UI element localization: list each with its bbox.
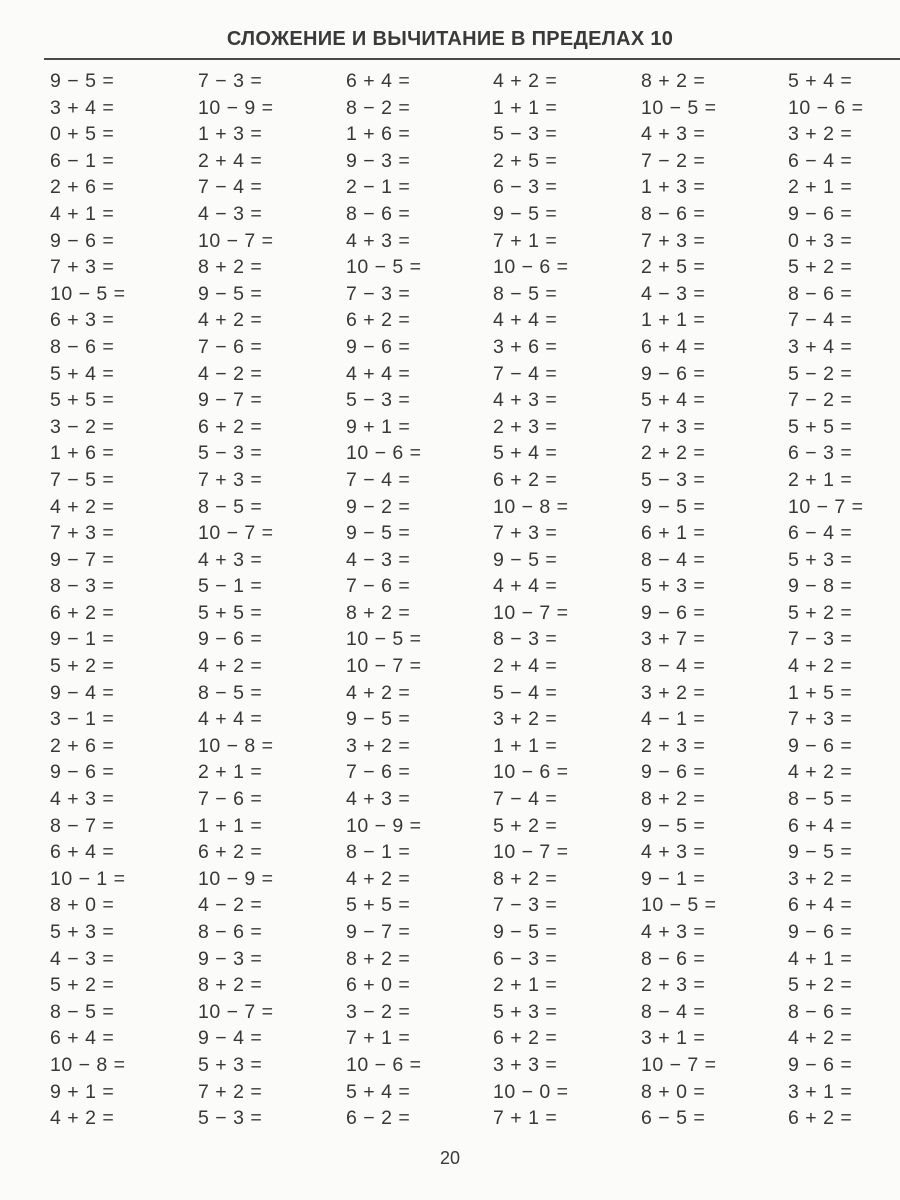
exercise-item: 6 + 2 = [493,468,558,491]
exercise-item: 6 + 4 = [346,70,411,92]
exercise-item: 7 + 2 = [198,1080,263,1103]
exercise-item: 3 + 3 = [493,1053,558,1076]
exercise-item: 9 − 3 = [198,947,263,970]
exercise-item: 4 − 3 = [346,548,411,571]
exercise-item: 10 − 5 = [346,628,422,651]
exercise-item: 6 + 4 = [50,841,115,864]
exercise-item: 4 + 4 = [346,362,411,385]
exercise-row [0,254,900,281]
exercise-item: 6 + 2 = [198,415,263,438]
exercise-item: 9 − 7 = [346,921,411,943]
exercise-item: 9 − 6 = [641,761,706,784]
exercise-item: 4 − 1 = [641,708,706,731]
exercise-item: 4 − 3 = [198,202,263,225]
exercise-item: 8 − 4 = [641,548,706,571]
exercise-item: 10 − 6 = [346,1053,422,1076]
exercise-item: 5 − 4 = [493,681,558,704]
exercise-item: 4 + 3 = [641,123,706,146]
exercise-item: 7 − 3 = [346,282,411,305]
exercise-item: 5 + 5 = [788,415,853,438]
exercise-row [0,68,900,95]
exercise-item: 6 + 2 = [788,1107,853,1130]
exercise-item: 7 − 2 = [788,389,853,412]
exercise-item: 7 + 1 = [346,1027,411,1050]
exercise-item: 5 + 4 = [788,70,853,92]
exercise-row [0,892,900,919]
exercise-item: 5 + 2 = [788,601,853,624]
exercise-item: 9 − 3 = [346,149,411,172]
exercise-item: 9 − 7 = [198,389,263,412]
exercise-row [0,946,900,973]
exercise-row [0,1079,900,1106]
exercise-row [0,813,900,840]
exercise-item: 9 − 5 = [346,708,411,731]
exercise-row [0,547,900,574]
exercise-item: 8 − 7 = [50,814,115,837]
exercise-item: 5 + 5 = [198,601,263,624]
exercise-item: 6 + 0 = [346,974,411,997]
exercise-item: 9 − 4 = [50,681,115,704]
exercise-item: 6 − 4 = [788,149,853,172]
exercise-row [0,786,900,813]
exercise-row [0,600,900,627]
exercise-item: 9 + 1 = [346,415,411,438]
exercise-item: 4 + 3 = [198,548,263,571]
exercise-item: 4 − 3 = [641,282,706,305]
exercise-item: 10 − 7 = [198,229,274,252]
exercise-item: 3 − 2 = [346,1000,411,1023]
exercise-item: 8 − 1 = [346,841,411,864]
exercise-item: 6 + 4 = [788,814,853,837]
exercise-item: 5 + 3 = [198,1053,263,1076]
exercise-item: 9 − 5 = [788,841,853,864]
page-title: СЛОЖЕНИЕ И ВЫЧИТАНИЕ В ПРЕДЕЛАХ 10 [226,28,674,50]
exercise-item: 5 + 4 = [641,389,706,412]
exercise-item: 2 − 1 = [346,176,411,199]
exercise-item: 9 − 5 = [493,921,558,943]
exercise-row [0,1105,900,1132]
exercise-item: 9 − 6 = [641,601,706,624]
exercise-item: 3 + 6 = [493,335,558,358]
exercise-item: 2 + 1 = [493,974,558,997]
exercise-item: 4 + 3 = [493,389,558,412]
exercise-item: 4 + 3 = [641,841,706,864]
exercise-item: 1 + 3 = [641,176,706,199]
exercise-item: 1 + 1 = [198,814,263,837]
exercise-item: 1 + 6 = [346,123,411,146]
exercise-item: 7 − 2 = [641,149,706,172]
exercise-item: 4 + 2 = [493,70,558,92]
exercise-item: 5 − 1 = [198,575,263,598]
exercise-item: 5 − 3 = [198,1107,263,1130]
exercise-item: 1 + 1 = [493,96,558,119]
exercise-item: 4 + 2 = [788,655,853,678]
exercise-item: 8 − 5 = [198,681,263,704]
exercise-item: 9 − 6 = [198,628,263,651]
exercise-item: 2 + 1 = [788,468,853,491]
exercise-row [0,307,900,334]
exercise-item: 4 + 3 = [346,788,411,811]
exercise-row [0,440,900,467]
exercise-item: 8 − 2 = [346,96,411,119]
exercise-item: 1 + 3 = [198,123,263,146]
exercise-item: 4 − 2 = [198,894,263,917]
exercise-item: 5 + 2 = [493,814,558,837]
exercise-item: 8 − 6 = [346,202,411,225]
exercise-item: 3 + 2 = [788,123,853,146]
page-number: 20 [439,1148,461,1168]
exercise-item: 8 + 2 = [493,867,558,890]
exercise-item: 2 + 3 = [493,415,558,438]
exercise-item: 10 − 7 = [198,1000,274,1023]
exercise-item: 4 + 1 = [788,947,853,970]
exercise-item: 5 − 3 = [493,123,558,146]
exercise-row [0,387,900,414]
exercise-item: 8 + 2 = [198,974,263,997]
exercise-item: 10 − 0 = [493,1080,569,1103]
exercise-item: 10 − 6 = [493,761,569,784]
exercise-item: 10 − 7 = [493,601,569,624]
exercise-item: 4 + 2 = [346,867,411,890]
exercise-item: 6 − 2 = [346,1107,411,1130]
exercise-item: 9 − 5 = [50,70,115,92]
exercise-row [0,759,900,786]
exercise-item: 10 − 9 = [346,814,422,837]
exercise-item: 9 − 1 = [50,628,115,651]
exercise-item: 7 − 4 = [198,176,263,199]
exercise-item: 9 − 4 = [198,1027,263,1050]
exercise-item: 10 − 5 = [50,282,126,305]
exercise-item: 8 − 5 = [50,1000,115,1023]
exercise-item: 2 + 5 = [493,149,558,172]
exercise-item: 9 − 5 = [346,522,411,545]
exercise-row [0,626,900,653]
exercise-item: 8 + 2 = [346,947,411,970]
exercise-row [0,494,900,521]
exercise-item: 6 + 2 = [493,1027,558,1050]
exercise-item: 9 − 5 = [641,814,706,837]
exercise-item: 4 + 2 = [50,495,115,518]
exercise-item: 9 − 6 = [50,761,115,784]
exercise-item: 10 − 6 = [346,442,422,465]
exercise-item: 3 − 2 = [50,415,115,438]
exercise-item: 8 − 5 = [788,788,853,811]
exercise-item: 1 + 5 = [788,681,853,704]
exercise-item: 3 + 2 = [788,867,853,890]
exercise-item: 4 + 2 = [50,1107,115,1130]
exercise-item: 8 − 3 = [50,575,115,598]
exercise-item: 5 − 3 = [641,468,706,491]
exercise-item: 2 + 1 = [788,176,853,199]
exercise-item: 10 − 7 = [198,522,274,545]
exercise-item: 6 − 3 = [493,176,558,199]
exercise-item: 4 + 3 = [641,921,706,943]
exercise-row [0,334,900,361]
exercise-item: 6 − 3 = [493,947,558,970]
exercise-item: 2 + 3 = [641,974,706,997]
exercise-row [0,1025,900,1052]
exercise-item: 10 − 9 = [198,96,274,119]
exercise-item: 8 − 6 = [641,202,706,225]
exercise-item: 3 + 2 = [493,708,558,731]
exercise-item: 4 + 3 = [346,229,411,252]
exercise-row [0,121,900,148]
exercise-item: 10 − 8 = [50,1053,126,1076]
exercise-item: 1 + 1 = [493,734,558,757]
exercise-row [0,467,900,494]
exercise-grid [0,68,900,1132]
exercise-item: 9 − 5 = [198,282,263,305]
exercise-item: 8 − 3 = [493,628,558,651]
exercise-row [0,706,900,733]
exercise-item: 7 − 6 = [198,335,263,358]
exercise-row [0,228,900,255]
exercise-item: 10 − 8 = [493,495,569,518]
exercise-item: 5 + 4 = [346,1080,411,1103]
exercise-item: 9 − 6 = [788,202,853,225]
exercise-item: 8 + 2 = [346,601,411,624]
exercise-item: 3 + 4 = [50,96,115,119]
exercise-item: 8 + 0 = [641,1080,706,1103]
exercise-item: 8 − 6 = [641,947,706,970]
exercise-item: 4 − 2 = [198,362,263,385]
exercise-item: 1 + 1 = [641,309,706,332]
exercise-item: 10 − 7 = [493,841,569,864]
exercise-row [0,148,900,175]
exercise-item: 6 + 1 = [641,522,706,545]
exercise-item: 4 + 1 = [50,202,115,225]
exercise-item: 6 + 2 = [346,309,411,332]
exercise-item: 6 + 3 = [50,309,115,332]
exercise-item: 8 + 2 = [641,788,706,811]
exercise-item: 7 − 4 = [788,309,853,332]
exercise-item: 9 − 5 = [493,548,558,571]
exercise-item: 6 + 2 = [198,841,263,864]
exercise-row [0,520,900,547]
exercise-item: 7 + 1 = [493,1107,558,1130]
exercise-item: 5 + 2 = [788,256,853,279]
exercise-item: 2 + 5 = [641,256,706,279]
exercise-item: 9 − 6 = [50,229,115,252]
exercise-item: 5 + 5 = [50,389,115,412]
exercise-item: 6 + 4 = [788,894,853,917]
exercise-item: 8 − 4 = [641,1000,706,1023]
exercise-item: 2 + 4 = [493,655,558,678]
exercise-item: 2 + 6 = [50,734,115,757]
exercise-item: 10 − 5 = [641,894,717,917]
exercise-item: 4 − 3 = [50,947,115,970]
exercise-row [0,999,900,1026]
exercise-item: 7 + 3 = [198,468,263,491]
exercise-item: 7 + 3 = [788,708,853,731]
exercise-row [0,680,900,707]
exercise-item: 10 − 8 = [198,734,274,757]
exercise-row [0,653,900,680]
exercise-item: 10 − 7 = [641,1053,717,1076]
exercise-row [0,414,900,441]
exercise-item: 6 + 4 = [641,335,706,358]
exercise-row [0,839,900,866]
exercise-item: 10 − 1 = [50,867,126,890]
exercise-item: 3 + 7 = [641,628,706,651]
exercise-item: 7 + 3 = [50,256,115,279]
exercise-item: 6 + 2 = [50,601,115,624]
exercise-item: 7 − 6 = [346,575,411,598]
exercise-item: 10 − 7 = [346,655,422,678]
exercise-item: 3 + 2 = [346,734,411,757]
exercise-item: 5 − 2 = [788,362,853,385]
exercise-item: 5 + 3 = [493,1000,558,1023]
exercise-item: 10 − 6 = [788,96,864,119]
exercise-item: 10 − 9 = [198,867,274,890]
exercise-item: 8 − 5 = [493,282,558,305]
exercise-item: 8 + 2 = [198,256,263,279]
exercise-row [0,281,900,308]
exercise-row [0,573,900,600]
exercise-item: 8 − 6 = [788,1000,853,1023]
exercise-item: 4 + 2 = [198,655,263,678]
exercise-item: 5 − 3 = [346,389,411,412]
exercise-row [0,972,900,999]
exercise-item: 7 + 3 = [493,522,558,545]
exercise-item: 5 + 3 = [788,548,853,571]
exercise-item: 2 + 1 = [198,761,263,784]
exercise-item: 10 − 5 = [641,96,717,119]
exercise-item: 3 + 1 = [641,1027,706,1050]
exercise-item: 6 + 4 = [50,1027,115,1050]
exercise-item: 4 + 4 = [493,309,558,332]
exercise-item: 4 + 3 = [50,788,115,811]
exercise-item: 5 + 2 = [788,974,853,997]
exercise-item: 4 + 2 = [788,1027,853,1050]
exercise-item: 3 + 2 = [641,681,706,704]
exercise-item: 9 − 6 = [641,362,706,385]
exercise-item: 0 + 5 = [50,123,115,146]
exercise-item: 7 − 6 = [346,761,411,784]
exercise-item: 0 + 3 = [788,229,853,252]
exercise-row [0,201,900,228]
exercise-item: 5 + 4 = [50,362,115,385]
title-underline [44,58,900,60]
exercise-item: 1 + 6 = [50,442,115,465]
exercise-item: 7 − 4 = [493,362,558,385]
exercise-item: 9 − 5 = [493,202,558,225]
exercise-item: 2 + 6 = [50,176,115,199]
exercise-item: 6 − 4 = [788,522,853,545]
exercise-row [0,733,900,760]
exercise-item: 7 + 1 = [493,229,558,252]
exercise-item: 4 + 4 = [493,575,558,598]
exercise-item: 5 − 3 = [198,442,263,465]
exercise-item: 8 − 5 = [198,495,263,518]
exercise-item: 3 + 1 = [788,1080,853,1103]
exercise-item: 9 − 6 = [788,921,853,943]
exercise-item: 8 + 2 = [641,70,706,92]
exercise-item: 8 − 6 = [788,282,853,305]
exercise-item: 7 − 3 = [198,70,263,92]
exercise-item: 9 − 2 = [346,495,411,518]
exercise-item: 7 − 4 = [346,468,411,491]
exercise-item: 4 + 4 = [198,708,263,731]
exercise-item: 3 + 4 = [788,335,853,358]
exercise-item: 7 − 3 = [493,894,558,917]
exercise-item: 9 − 5 = [641,495,706,518]
exercise-item: 9 − 8 = [788,575,853,598]
exercise-item: 5 + 2 = [50,974,115,997]
exercise-item: 9 + 1 = [50,1080,115,1103]
exercise-item: 7 − 5 = [50,468,115,491]
exercise-item: 10 − 6 = [493,256,569,279]
exercise-item: 9 − 1 = [641,867,706,890]
exercise-row [0,174,900,201]
exercise-item: 8 − 6 = [50,335,115,358]
exercise-item: 5 + 3 = [50,921,115,943]
exercise-item: 10 − 7 = [788,495,864,518]
exercise-item: 7 − 3 = [788,628,853,651]
exercise-row [0,1052,900,1079]
exercise-item: 7 + 3 = [641,415,706,438]
exercise-row [0,919,900,946]
exercise-item: 5 + 4 = [493,442,558,465]
exercise-item: 8 − 4 = [641,655,706,678]
exercise-row [0,866,900,893]
exercise-item: 8 − 6 = [198,921,263,943]
exercise-item: 4 + 2 = [198,309,263,332]
exercise-item: 9 − 6 = [788,734,853,757]
exercise-item: 5 + 3 = [641,575,706,598]
exercise-item: 6 − 1 = [50,149,115,172]
exercise-item: 9 − 6 = [346,335,411,358]
exercise-item: 7 + 3 = [50,522,115,545]
exercise-item: 2 + 3 = [641,734,706,757]
exercise-item: 7 − 4 = [493,788,558,811]
exercise-item: 7 + 3 = [641,229,706,252]
exercise-item: 7 − 6 = [198,788,263,811]
exercise-item: 5 + 5 = [346,894,411,917]
exercise-item: 5 + 2 = [50,655,115,678]
exercise-item: 10 − 5 = [346,256,422,279]
exercise-item: 9 − 7 = [50,548,115,571]
exercise-item: 8 + 0 = [50,894,115,917]
exercise-item: 3 − 1 = [50,708,115,731]
exercise-item: 2 + 2 = [641,442,706,465]
exercise-item: 4 + 2 = [788,761,853,784]
exercise-row [0,95,900,122]
exercise-item: 2 + 4 = [198,149,263,172]
exercise-item: 9 − 6 = [788,1053,853,1076]
exercise-item: 4 + 2 = [346,681,411,704]
exercise-item: 6 − 3 = [788,442,853,465]
exercise-item: 6 − 5 = [641,1107,706,1130]
exercise-row [0,361,900,388]
